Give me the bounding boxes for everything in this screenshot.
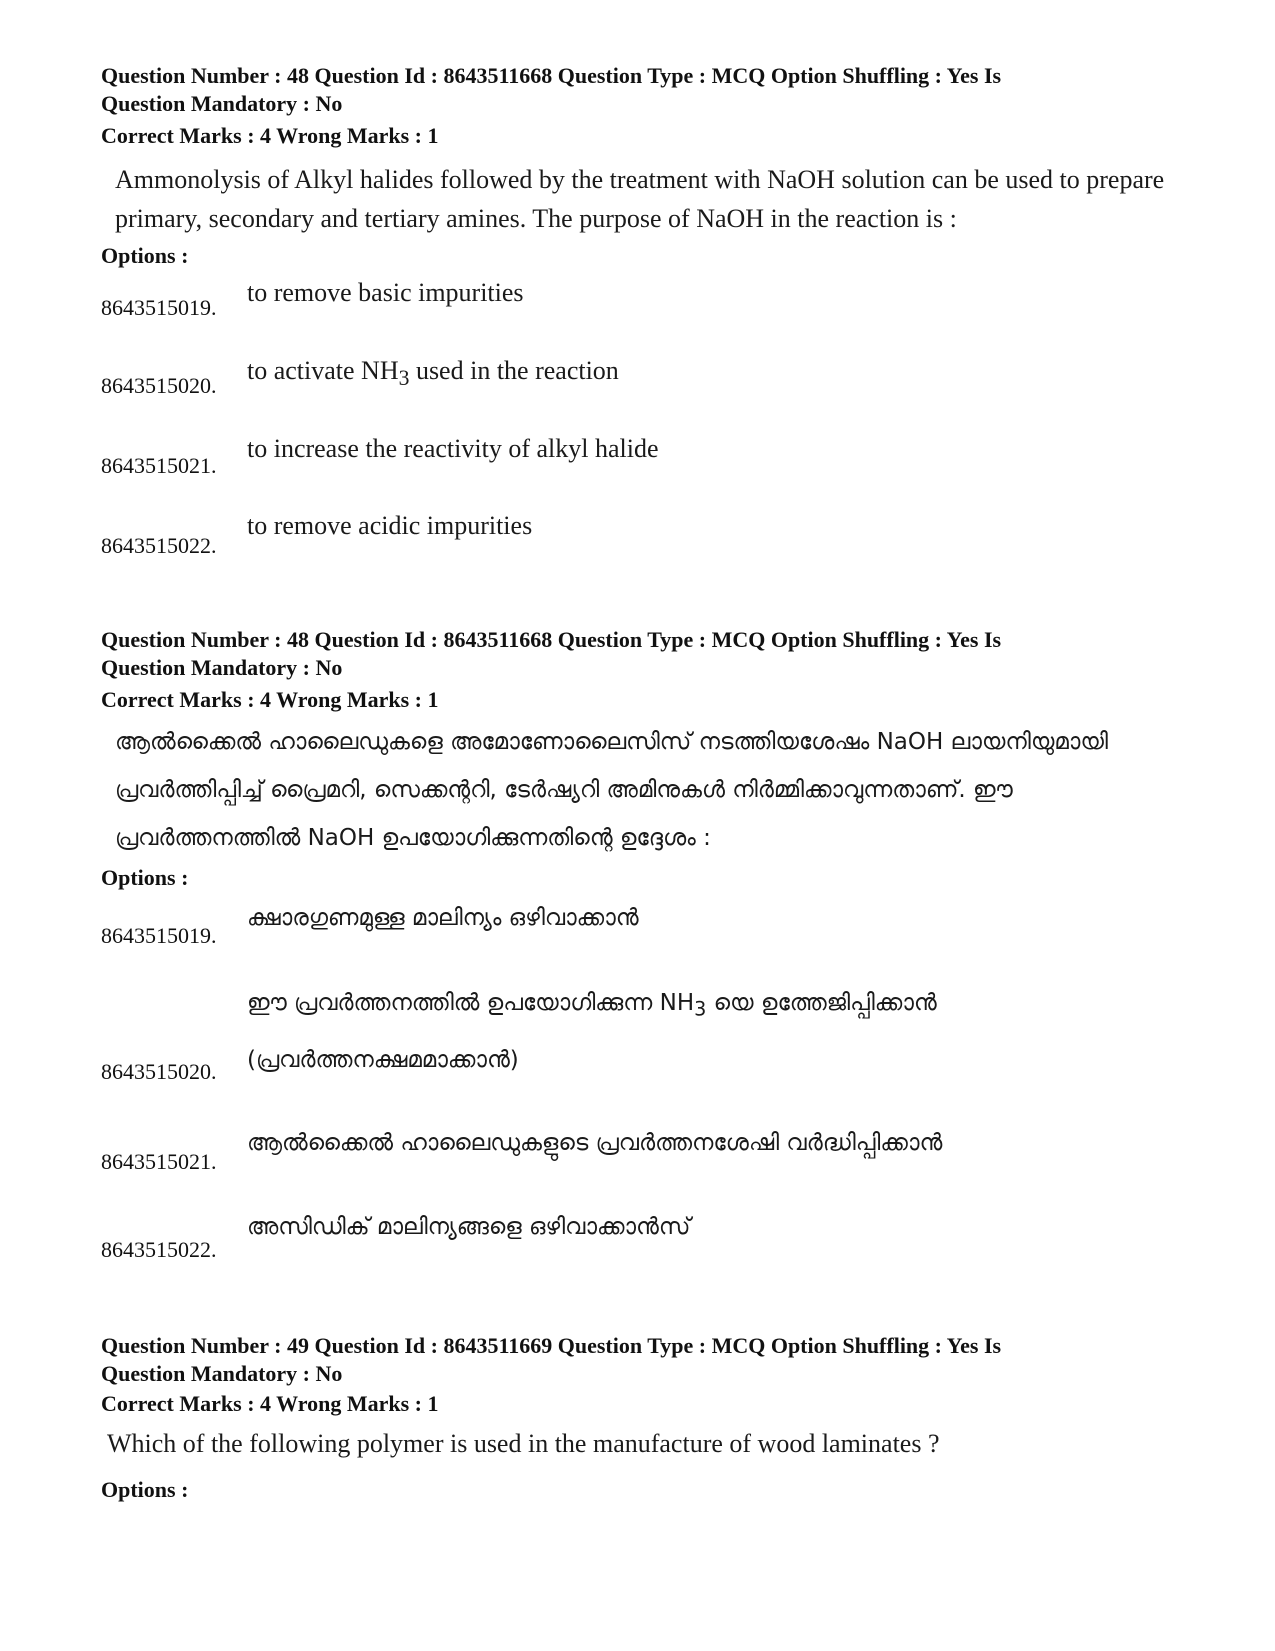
- marks-line: Correct Marks : 4 Wrong Marks : 1: [101, 687, 439, 712]
- option-id: 8643515022.: [101, 1237, 217, 1262]
- marks-line: Correct Marks : 4 Wrong Marks : 1: [101, 123, 439, 148]
- option-id: 8643515021.: [101, 453, 217, 478]
- question-header-line1: Question Number : 48 Question Id : 8643511668 Question Type : MCQ Option Shuffling : Yes Is: [101, 63, 1002, 88]
- marks-line: Correct Marks : 4 Wrong Marks : 1: [101, 1391, 439, 1416]
- option-text: ഈ പ്രവർത്തനത്തിൽ ഉപയോഗിക്കുന്ന $NH_3$ യെ ഉത്തേജിപ്പിക്കാൻ (പ്രവർത്തനക്ഷമമാക്കാൻ): [247, 990, 937, 1073]
- options-label: Options :: [101, 865, 189, 890]
- option-text: to remove acidic impurities: [247, 511, 533, 540]
- options-label: Options :: [101, 1477, 189, 1502]
- question-text: Which of the following polymer is used in the manufacture of wood laminates ?: [107, 1429, 940, 1458]
- option-text: അസിഡിക് മാലിന്യങ്ങളെ ഒഴിവാക്കാൻസ്: [247, 1214, 691, 1240]
- option-text: ക്ഷാരഗുണമുള്ള മാലിന്യം ഒഴിവാക്കാൻ: [247, 905, 639, 931]
- option-text: to increase the reactivity of alkyl halide: [247, 434, 659, 463]
- option-id: 8643515019.: [101, 923, 217, 948]
- options-label: Options :: [101, 243, 189, 268]
- question-text: Ammonolysis of Alkyl halides followed by the treatment with NaOH solution can be used to prepare primary, secondary and tertiary amines. The purpose of NaOH in the reaction is :: [115, 165, 1165, 233]
- question-header: [101, 62, 1161, 118]
- question-header-line2: Question Mandatory : No: [101, 1361, 343, 1386]
- option-id: 8643515019.: [101, 295, 217, 320]
- question-header-line1: Question Number : 48 Question Id : 8643511668 Question Type : MCQ Option Shuffling : Yes Is: [101, 627, 1002, 652]
- question-header: [101, 626, 1161, 682]
- option-text: to remove basic impurities: [247, 278, 524, 307]
- option-text: ആൽക്കൈൽ ഹാലൈഡുകളുടെ പ്രവർത്തനശേഷി വർദ്ധിപ്പിക്കാൻ: [247, 1130, 943, 1156]
- option-id: 8643515022.: [101, 533, 217, 558]
- question-header-line1: Question Number : 49 Question Id : 8643511669 Question Type : MCQ Option Shuffling : Yes Is: [101, 1333, 1002, 1358]
- question-header-line2: Question Mandatory : No: [101, 655, 343, 680]
- option-id: 8643515020.: [101, 1059, 217, 1084]
- question-header-line2: Question Mandatory : No: [101, 91, 343, 116]
- option-text: to activate $NH_3$ used in the reaction: [247, 356, 619, 391]
- option-id: 8643515021.: [101, 1149, 217, 1174]
- option-id: 8643515020.: [101, 373, 217, 398]
- question-text: ആൽക്കൈൽ ഹാലൈഡുകളെ അമോണോലൈസിസ് നടത്തിയശേഷം NaOH ലായനിയുമായി പ്രവർത്തിപ്പിച്ച് പ്രൈമറി, സെക്കന്ററി, ടേർഷ്യറി അമിനുകൾ നിർമ്മിക്കാവുന്നതാണ്. ഈ പ്രവർത്തനത്തിൽ NaOH ഉപയോഗിക്കുന്നതിന്റെ ഉദ്ദേശം :: [115, 729, 1108, 851]
- question-header: [101, 1332, 1161, 1388]
